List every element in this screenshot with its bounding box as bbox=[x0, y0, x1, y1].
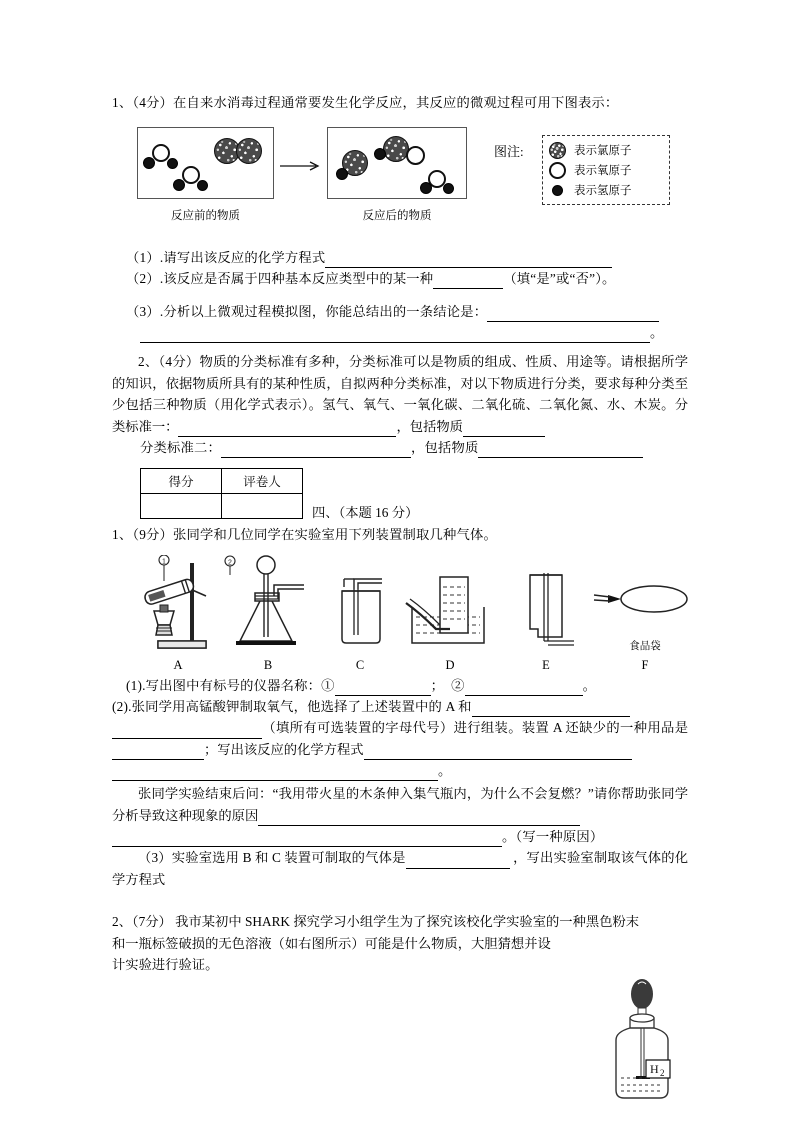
grader-value-cell[interactable] bbox=[222, 494, 303, 519]
answer-blank[interactable] bbox=[364, 745, 632, 760]
answer-blank[interactable] bbox=[487, 307, 659, 322]
grader-column-header: 评卷人 bbox=[222, 469, 303, 494]
reagent-bottle-figure bbox=[594, 978, 698, 1110]
question3-sub2-text-c: ；写出该反应的化学方程式 bbox=[204, 741, 364, 757]
question3-sub2-line1 bbox=[112, 696, 688, 717]
reactants-box bbox=[137, 127, 274, 199]
apparatus-F bbox=[590, 555, 700, 673]
food-bag-label: 食品袋 bbox=[629, 641, 661, 652]
answer-blank[interactable] bbox=[463, 422, 545, 437]
legend-label-hydrogen: 表示氢原子 bbox=[574, 185, 632, 197]
question2-criteria-2-label: 分类标准二： bbox=[140, 440, 221, 455]
svg-text:1: 1 bbox=[162, 558, 166, 566]
question3-stem: 1、（9分）张同学和几位同学在实验室用下列装置制取几种气体。 bbox=[112, 527, 497, 542]
apparatus-B bbox=[222, 555, 314, 673]
apparatus-letter-E: E bbox=[542, 658, 550, 672]
question1-sub2-text: （2）.该反应是否属于四种基本反应类型中的某一种 bbox=[126, 271, 434, 286]
oxygen-atom-swatch bbox=[406, 146, 425, 165]
question2-body bbox=[112, 351, 688, 437]
question3-sub1-text-a: (1).写出图中有标号的仪器名称：① bbox=[126, 678, 335, 693]
section-heading-four: 四、（本题 16 分） bbox=[312, 505, 419, 520]
answer-blank[interactable] bbox=[112, 832, 502, 847]
question1-sub2 bbox=[112, 268, 688, 289]
chlorine-atom-swatch bbox=[383, 136, 409, 162]
question1-sub2-hint: （填“是”或“否”）。 bbox=[503, 271, 616, 286]
legend-item-hydrogen bbox=[549, 180, 664, 200]
question3-sub2-period: 。 bbox=[438, 763, 452, 778]
answer-blank[interactable] bbox=[258, 811, 580, 826]
question3-sub2-line3 bbox=[112, 760, 688, 781]
answer-blank[interactable] bbox=[112, 724, 262, 739]
hydrogen-atom-swatch bbox=[374, 148, 386, 160]
reaction-diagram bbox=[112, 127, 688, 239]
caption-before-reaction: 反应前的物质 bbox=[171, 210, 240, 222]
legend-title: 图注: bbox=[494, 144, 524, 159]
water-displacement-trough-icon bbox=[404, 555, 496, 655]
hydrogen-atom-swatch bbox=[167, 158, 178, 169]
answer-blank[interactable] bbox=[461, 253, 612, 268]
question3-sub2-text-a: (2).张同学用高锰酸钾制取氧气，他选择了上述装置中的 A 和 bbox=[112, 699, 472, 714]
question3-sub1 bbox=[112, 675, 688, 696]
score-table bbox=[140, 468, 303, 519]
question3-ask bbox=[112, 783, 688, 826]
gas-collecting-bottle-icon bbox=[314, 555, 406, 655]
chlorine-atom-swatch bbox=[549, 142, 566, 159]
products-box bbox=[327, 127, 467, 199]
answer-blank[interactable] bbox=[221, 443, 411, 458]
answer-blank[interactable] bbox=[472, 702, 630, 717]
question4-line3: 计实验进行验证。 bbox=[112, 957, 219, 972]
question3-ask-line2 bbox=[112, 826, 688, 847]
answer-blank[interactable] bbox=[433, 274, 503, 289]
answer-blank[interactable] bbox=[465, 681, 583, 696]
apparatus-figure-row bbox=[112, 555, 688, 673]
question1-sub1 bbox=[112, 247, 688, 268]
caption-after-reaction: 反应后的物质 bbox=[362, 210, 432, 222]
hydrogen-atom-swatch bbox=[552, 185, 563, 196]
legend-item-oxygen bbox=[549, 160, 664, 180]
question1-sub3-continuation bbox=[112, 322, 688, 343]
reaction-arrow bbox=[280, 159, 324, 171]
hydrogen-atom-swatch bbox=[443, 183, 454, 194]
apparatus-D bbox=[404, 555, 496, 673]
apparatus-E bbox=[500, 555, 592, 673]
apparatus-letter-A: A bbox=[173, 658, 183, 672]
question3-sub2-text-b: （填所有可选装置的字母代号）进行组装。装置 A 还缺少的一种用品是 bbox=[262, 720, 688, 735]
question3-sub2-line2 bbox=[112, 717, 688, 760]
answer-blank[interactable] bbox=[406, 854, 510, 869]
svg-text:2: 2 bbox=[660, 1068, 665, 1078]
question3-sub3-line2 bbox=[112, 890, 688, 911]
question1-sub3 bbox=[112, 301, 688, 322]
question2-criteria-2 bbox=[112, 437, 688, 458]
answer-blank[interactable] bbox=[112, 766, 438, 781]
hydrogen-atom-swatch bbox=[173, 179, 185, 191]
hydrogen-atom-swatch bbox=[143, 157, 155, 169]
legend-label-chlorine: 表示氯原子 bbox=[574, 145, 632, 157]
question3-sub3-formula-line bbox=[112, 929, 688, 950]
question3-ask-end: 。（写一种原因） bbox=[502, 829, 604, 844]
question2-include-1: ，包括物质 bbox=[396, 418, 463, 434]
apparatus-C bbox=[314, 555, 406, 673]
answer-blank[interactable] bbox=[335, 681, 431, 696]
legend-label-oxygen: 表示氧原子 bbox=[574, 165, 632, 177]
apparatus-letter-F: F bbox=[641, 658, 649, 672]
question3-sub1-marker2: ② bbox=[451, 678, 465, 693]
question4-line1: 2、（7分） 我市某初中 SHARK 探究学习小组学生为了探究该校化学实验室的一种黑色粉末 bbox=[112, 914, 640, 929]
svg-text:2: 2 bbox=[228, 559, 232, 567]
hydrogen-atom-swatch bbox=[420, 182, 432, 194]
reagent-bottle-icon bbox=[594, 978, 698, 1110]
question3-sub3-text-a: （3）实验室选用 B 和 C 装置可制取的气体是 bbox=[138, 850, 406, 865]
oxygen-atom-swatch bbox=[549, 162, 566, 179]
exam-content bbox=[112, 92, 688, 976]
score-value-cell[interactable] bbox=[141, 494, 222, 519]
table-row bbox=[141, 469, 303, 494]
question1-stem: 1、（4分）在自来水消毒过程通常要发生化学反应，其反应的微观过程可用下图表示： bbox=[112, 95, 619, 110]
answer-blank[interactable] bbox=[325, 253, 461, 268]
test-tube-heating-stand-icon bbox=[132, 555, 224, 655]
hydrogen-atom-swatch bbox=[197, 180, 208, 191]
apparatus-letter-C: C bbox=[355, 658, 365, 672]
question3-ask-text: 张同学实验结束后问：“我用带火星的木条伸入集气瓶内，为什么不会复燃？”请你帮助张同学分析导致这种现象的原因 bbox=[112, 786, 688, 823]
question1-sub1-text: （1）.请写出该反应的化学方程式 bbox=[126, 250, 326, 265]
answer-blank[interactable] bbox=[478, 443, 643, 458]
question2-text: 2、（4分）物质的分类标准有多种，分类标准可以是物质的组成、性质、用途等。请根据所学的知识，依据物质所具有的某种性质，自拟两种分类标准，对以下物质进行分类，要求每种分类至少包括三种物质（用化学式表示）。氢气、氧气、一氧化碳、二氧化硫、二氧化氮、水、木炭。分类标准一： bbox=[112, 354, 688, 434]
question3-sub1-period: 。 bbox=[582, 678, 597, 693]
legend-box bbox=[542, 135, 670, 205]
question2-include-2: ，包括物质 bbox=[410, 440, 479, 455]
svg-text:H: H bbox=[650, 1062, 659, 1076]
table-row bbox=[141, 494, 303, 519]
apparatus-A bbox=[132, 555, 224, 673]
answer-blank[interactable] bbox=[178, 422, 396, 437]
answer-blank[interactable] bbox=[112, 745, 204, 760]
question3-sub1-sep: ； bbox=[430, 678, 445, 693]
apparatus-letter-D: D bbox=[445, 658, 455, 672]
legend-item-chlorine bbox=[549, 140, 664, 160]
hydrogen-atom-swatch bbox=[336, 168, 348, 180]
question1-sub3-text: （3）.分析以上微观过程模拟图，你能总结出的一条结论是： bbox=[126, 304, 488, 319]
chlorine-atom-swatch bbox=[236, 138, 262, 164]
answer-blank[interactable] bbox=[140, 328, 650, 343]
flask-with-thistle-funnel-icon bbox=[222, 555, 314, 655]
score-column-header: 得分 bbox=[141, 469, 222, 494]
question3-sub3-text-b: ，写出实验室制取该气体的化学方程式 bbox=[112, 850, 689, 887]
score-table-area bbox=[112, 468, 688, 524]
question4-line2: 和一瓶标签破损的无色溶液（如右图所示）可能是什么物质，大胆猜想并设 bbox=[112, 935, 551, 951]
question3-sub3 bbox=[112, 847, 688, 890]
apparatus-letter-B: B bbox=[263, 658, 273, 672]
upward-delivery-bottle-icon bbox=[500, 555, 592, 655]
question1-sub3-period: 。 bbox=[650, 325, 664, 340]
